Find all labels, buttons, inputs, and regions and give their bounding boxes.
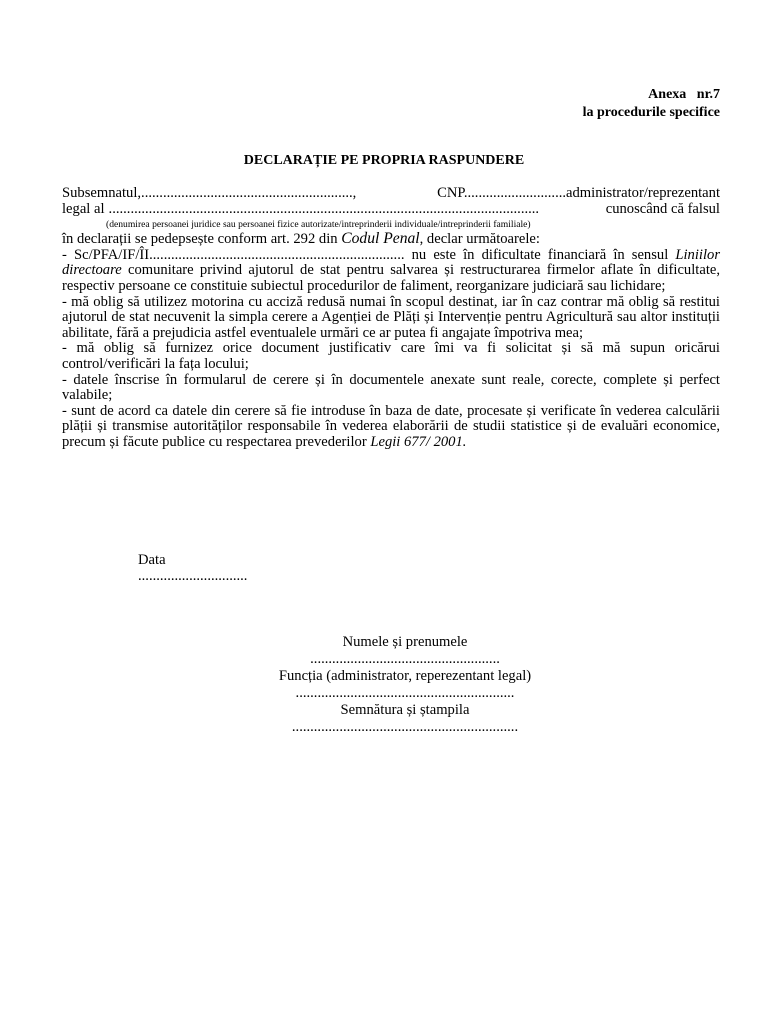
intro-line-2 [62, 202, 720, 218]
item1-a: - Sc/PFA/IF/ÎI...................................................................... nu este în dificultate financiară în sensul [62, 246, 676, 263]
intro-line-3-b: , declar următoarele: [419, 231, 540, 248]
declaration-item-1 [62, 248, 720, 295]
signature-field: .............................................................. [291, 719, 519, 735]
cnp-field: CNP............................administrator/reprezentant [437, 185, 720, 201]
declaration-item-2: - mă oblig să utilizez motorina cu acciză redusă numai în scopul destinat, iar în caz contrar mă oblig să restitui ajutorul de stat necuvenit la simpla cerere a Agenției de Plăți și Intervenție pentru Agricultură sau altor instituții abilitate, fără a prejudicia astfel eventualele urmări ce ar putea fi angajate împotriva mea; [62, 293, 720, 341]
company-note: (denumirea persoanei juridice sau persoanei fizice autorizate/intreprinderii individuale/intreprinderii familiale) [106, 219, 531, 231]
name-field: .................................................... [310, 651, 500, 667]
legal-label: legal al [62, 200, 105, 217]
date-label: Data [138, 552, 166, 568]
signature-block [200, 634, 610, 736]
annex-header [583, 86, 720, 122]
name-label: Numele și prenumele [342, 634, 468, 650]
item1-b: comunitare privind ajutorul de stat pentru salvarea și restructurarea firmelor aflate în dificultate, respectiv persoane ce constituie subiectul procedurilor de faliment, reorganizare judiciară sau lichidare; [62, 262, 720, 294]
date-block [138, 552, 247, 584]
annex-number: Anexa nr.7 [648, 87, 720, 102]
intro-line-1 [62, 186, 720, 202]
function-field: ............................................................ [295, 685, 515, 701]
declaration-body [62, 186, 720, 451]
intro-line-3 [62, 231, 720, 248]
date-field: .............................. [138, 568, 248, 584]
codul-penal: Codul Penal [341, 230, 420, 248]
declaration-item-5 [62, 404, 720, 451]
subsemnatul-field: Subsemnatul,.........................................................., [62, 185, 357, 201]
function-label: Funcția (administrator, reperezentant legal) [278, 668, 532, 684]
item5-italic: Legii 677/ 2001. [370, 433, 467, 450]
document-title: DECLARAȚIE PE PROPRIA RASPUNDERE [243, 153, 525, 168]
falsul-label: cunoscând că falsul [605, 200, 720, 217]
declaration-item-4: - datele înscrise în formularul de cerere și în documentele anexate sunt reale, corecte, complete și perfect valabile; [62, 371, 720, 404]
signature-label: Semnătura și ștampila [340, 702, 470, 718]
annex-subtitle: la procedurile specifice [582, 105, 720, 120]
intro-line-3-a: în declarații se pedepsește conform art. 292 din [62, 231, 342, 248]
item1-italic: Liniilor directoare [62, 246, 720, 279]
item5-a: - sunt de acord ca datele din cerere să fie introduse în baza de date, procesate și verificate în vederea calculării plății și transmise autorităților responsabile în vederea elaborării de studii statistice și de evaluări economice, precum și făcute publice cu respectarea prevederilor [62, 402, 720, 450]
declaration-item-3: - mă oblig să furnizez orice document justificativ care îmi va fi solicitat și să mă supun oricărui control/verificări la fața locului; [62, 340, 720, 372]
company-dots: ...................................................................................................................... [108, 201, 540, 217]
